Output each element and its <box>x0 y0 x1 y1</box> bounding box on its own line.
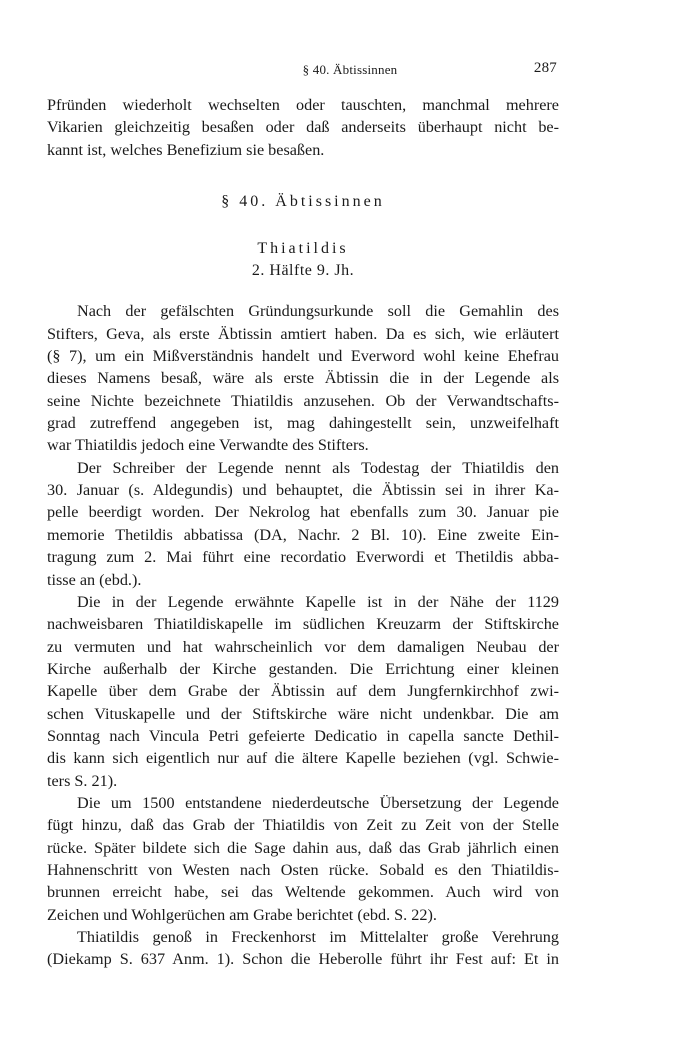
text-line: memorie Thetildis abbatissa (DA, Nachr. 2 Bl. 10). Eine zweite Ein- <box>47 525 559 544</box>
text-line: dis kann sich eigentlich nur auf die ältere Kapelle beziehen (vgl. Schwie- <box>47 749 559 768</box>
text-line: Die um 1500 entstandene niederdeutsche Übersetzung der Legende <box>77 793 559 812</box>
text-line: ters S. 21). <box>47 771 118 790</box>
paragraph-4 <box>47 792 559 926</box>
text-line: fügt hinzu, daß das Grab der Thiatildis von Zeit zu Zeit von der Stelle <box>47 816 559 835</box>
text-line: seine Nichte bezeichnete Thiatildis anzusehen. Ob der Verwandtschafts- <box>47 391 559 410</box>
text-line: Kirche außerhalb der Kirche gestanden. Die Errichtung einer kleinen <box>47 659 559 678</box>
text-line: Nach der gefälschten Gründungsurkunde soll die Gemahlin des <box>77 302 559 321</box>
page-number: 287 <box>533 60 557 76</box>
text-line: Kapelle über dem Grabe der Äbtissin auf dem Jungfernkirchhof zwi- <box>47 682 559 701</box>
text-line: Die in der Legende erwähnte Kapelle ist in der Nähe der 1129 <box>77 592 559 611</box>
body-text <box>47 94 559 971</box>
text-line: dieses Namens besaß, wäre als erste Äbtissin die in der Legende als <box>47 369 559 388</box>
paragraph-2 <box>47 457 559 591</box>
text-line: Sonntag nach Vincula Petri gefeierte Dedicatio in capella sancte Dethil- <box>47 726 559 745</box>
text-line: (§ 7), um ein Mißverständnis handelt und Everword wohl keine Ehefrau <box>47 347 559 366</box>
text-line: Zeichen und Wohlgerüchen am Grabe berichtet (ebd. S. 22). <box>47 905 437 924</box>
entry-date: 2. Hälfte 9. Jh. <box>251 262 355 280</box>
text-line: Vikarien gleichzeitig besaßen oder daß anderseits überhaupt nicht be- <box>47 118 559 137</box>
text-line: kannt ist, welches Benefizium sie besaßen. <box>47 140 325 159</box>
text-line: (Diekamp S. 637 Anm. 1). Schon die Heberolle führt ihr Fest auf: Et in <box>47 950 559 969</box>
text-line: Stifters, Geva, als erste Äbtissin amtiert haben. Da es sich, wie erläutert <box>47 324 559 343</box>
text-line: Pfründen wiederholt wechselten oder tauschten, manchmal mehrere <box>47 96 559 114</box>
text-line: tragung zum 2. Mai führt eine recordatio Everwordi et Thetildis abba- <box>47 548 559 567</box>
text-line: Der Schreiber der Legende nennt als Todestag der Thiatildis den <box>77 458 559 477</box>
text-line: 30. Januar (s. Aldegundis) und behauptet, die Äbtissin sei in ihrer Ka- <box>47 481 559 500</box>
paragraph-5 <box>47 926 559 971</box>
text-line: nachweisbaren Thiatildiskapelle im südlichen Kreuzarm der Stiftskirche <box>47 615 559 634</box>
text-line: tisse an (ebd.). <box>47 570 142 589</box>
section-heading: § 40. Äbtissinnen <box>221 193 385 211</box>
text-line: Hahnenschritt von Westen nach Osten rücke. Sobald es den Thiatildis- <box>47 860 559 879</box>
text-line: Thiatildis genoß in Freckenhorst im Mittelalter große Verehrung <box>77 928 559 946</box>
text-line: brunnen erreicht habe, sei das Weltende gekommen. Auch wird von <box>47 883 559 902</box>
paragraph-3 <box>47 591 559 792</box>
text-line: pelle beerdigt worden. Der Nekrolog hat ebenfalls zum 30. Januar pie <box>47 503 559 522</box>
entry-name: Thiatildis <box>257 240 349 258</box>
intro-paragraph <box>47 94 559 161</box>
text-line: rücke. Später bildete sich die Sage dahin aus, daß das Grab jährlich einen <box>47 838 559 857</box>
paragraph-1 <box>47 300 559 456</box>
text-line: grad zutreffend angegeben ist, mag dahingestellt sein, unzweifelhaft <box>47 414 559 433</box>
running-head-title: § 40. Äbtissinnen <box>302 62 398 77</box>
text-line: schen Vituskapelle und der Stiftskirche wäre nicht undenkbar. Die am <box>47 704 559 723</box>
text-line: zu vermuten und hat wahrscheinlich vor dem damaligen Neubau der <box>47 637 559 656</box>
text-line: war Thiatildis jedoch eine Verwandte des Stifters. <box>47 436 369 455</box>
